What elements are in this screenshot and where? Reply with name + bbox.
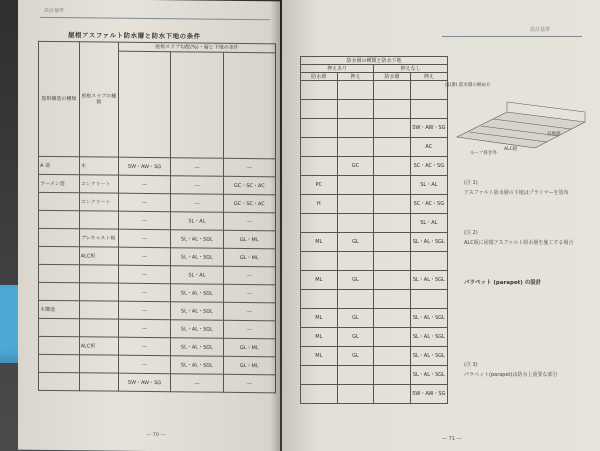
figure-label-1: ルーフ葺き外 [470, 151, 497, 156]
table-cell [410, 290, 447, 309]
table-cell [337, 214, 374, 233]
table-row [301, 366, 448, 385]
left-header-sub-c [223, 52, 275, 159]
right-header-top: 防水層の種類と防水下地 [301, 57, 448, 65]
table-cell [301, 81, 338, 100]
table-cell [374, 309, 410, 328]
table-cell [79, 319, 118, 337]
table-cell [301, 138, 338, 157]
right-conditions-table [300, 56, 448, 404]
table-cell [337, 385, 374, 404]
table-row [301, 290, 448, 309]
figure-label-2: ALC板 [504, 147, 518, 152]
right-header-rule [442, 36, 582, 37]
table-cell: SL・AL [171, 212, 223, 231]
table-cell: GC・SC・AC [223, 176, 275, 195]
table-cell: SW・AW・SG [410, 385, 447, 404]
right-page [282, 0, 600, 451]
left-header-col2: 屋根スラブの種類 [79, 42, 118, 157]
table-cell [39, 318, 80, 336]
left-page [18, 0, 280, 451]
table-cell: H [301, 195, 338, 214]
table-row [301, 138, 448, 157]
table-cell: — [118, 301, 170, 320]
note-3-text: パラペット(parapet)は防水上重要な部分 [464, 372, 558, 378]
table-cell [410, 100, 447, 119]
right-section-tag: 設計基準 [530, 27, 551, 33]
table-cell: ML [301, 233, 338, 252]
table-cell: SL・AL・SGL [171, 356, 223, 375]
table-cell: — [118, 283, 170, 302]
note-2-mark: (注 2) [464, 230, 478, 236]
table-cell [301, 385, 338, 404]
column-header: 押え [410, 73, 447, 81]
table-cell: — [223, 374, 275, 393]
table-cell [374, 100, 410, 119]
table-cell [39, 246, 80, 264]
table-cell [39, 264, 80, 282]
table-cell: SL・AL・SGL [171, 302, 223, 321]
table-cell [410, 252, 447, 271]
table-cell [374, 385, 410, 404]
left-header-sub-b [171, 52, 223, 159]
table-cell [374, 119, 410, 138]
left-header-rule [40, 17, 270, 20]
table-cell [337, 81, 374, 100]
table-cell [374, 138, 410, 157]
table-row [301, 100, 448, 119]
table-cell [301, 366, 338, 385]
table-cell: — [223, 212, 275, 231]
table-cell: SW・AW・SG [118, 157, 170, 176]
table-cell: GL [337, 309, 374, 328]
table-cell [301, 157, 338, 176]
table-row [301, 347, 448, 366]
roof-detail-figure [447, 92, 587, 152]
table-cell: コンクリート [79, 175, 118, 193]
table-cell [39, 372, 80, 390]
table-cell: GL・ML [223, 338, 275, 357]
table-row [301, 176, 448, 195]
table-row [301, 81, 448, 100]
table-cell: GC・SC・AC [223, 194, 275, 213]
table-cell [410, 81, 447, 100]
table-cell [39, 210, 80, 228]
column-header: 防水層 [301, 73, 338, 81]
table-cell [337, 195, 374, 214]
table-cell [39, 228, 80, 246]
table-cell [79, 283, 118, 301]
table-row [301, 233, 448, 252]
table-row [301, 252, 448, 271]
figure-caption: 図(番) 防水層の納め方 [445, 83, 491, 88]
left-conditions-table [38, 41, 276, 393]
table-cell: GL [337, 328, 374, 347]
table-cell: SL・AL・SGL [410, 347, 447, 366]
table-cell [39, 282, 80, 300]
left-page-title: 屋根アスファルト防水層と防水下地の条件 [68, 31, 201, 41]
table-cell: — [118, 247, 170, 266]
table-cell [374, 271, 410, 290]
table-cell: — [223, 284, 275, 303]
table-row [301, 157, 448, 176]
table-cell: — [223, 266, 275, 285]
table-row [301, 271, 448, 290]
table-cell [79, 373, 118, 391]
table-row [301, 195, 448, 214]
figure-label-3: 目地部 [547, 132, 561, 137]
table-cell: SL・AL・SGL [171, 320, 223, 339]
note-1-mark: (注 1) [464, 180, 478, 186]
table-cell [79, 265, 118, 283]
table-cell: — [223, 320, 275, 339]
note-2-text: ALC板に屋根アスファルト防水層を施工する場合 [464, 240, 574, 246]
column-header: 防水層 [374, 73, 410, 81]
table-cell: SL・AL・SGL [171, 284, 223, 303]
table-cell: — [118, 193, 170, 212]
table-cell [374, 366, 410, 385]
table-cell [79, 301, 118, 319]
table-cell [374, 252, 410, 271]
table-cell: GL・ML [223, 230, 275, 249]
table-row [301, 309, 448, 328]
table-cell: — [223, 302, 275, 321]
table-cell: SL・AL [171, 266, 223, 285]
table-cell: GL [337, 271, 374, 290]
table-cell: ラーメン造 [39, 174, 80, 192]
table-cell: 木構造 [39, 300, 80, 318]
table-row [39, 372, 276, 392]
table-cell [79, 211, 118, 229]
table-cell: ALC板 [79, 247, 118, 265]
table-cell: SL・AL・SGL [171, 230, 223, 249]
table-cell: SL・AL・SGL [410, 233, 447, 252]
table-cell [374, 195, 410, 214]
table-cell: SC・AC・SG [410, 195, 447, 214]
table-cell: — [118, 265, 170, 284]
table-cell: — [171, 194, 223, 213]
table-cell: プレキャスト板 [79, 229, 118, 247]
table-cell [301, 290, 338, 309]
table-row [301, 214, 448, 233]
table-row [301, 73, 448, 81]
table-cell [301, 252, 338, 271]
table-cell: ML [301, 271, 338, 290]
table-cell [337, 366, 374, 385]
table-cell [301, 100, 338, 119]
right-header-a: 押えあり [301, 65, 374, 73]
table-cell: ALC板 [79, 337, 118, 355]
table-cell: SL・AL・SGL [410, 328, 447, 347]
note-1-text: アスファルト防水層の下地はプライマーを塗布 [464, 190, 569, 196]
table-cell [374, 214, 410, 233]
table-cell: — [118, 319, 170, 338]
table-cell: ML [301, 309, 338, 328]
table-cell [301, 119, 338, 138]
table-cell [337, 176, 374, 195]
left-header-col1: 屋根構造の種類 [39, 41, 80, 156]
left-header-sub-a [118, 51, 170, 158]
table-cell: GC [337, 157, 374, 176]
table-cell: SW・AW・SG [410, 119, 447, 138]
table-cell [337, 119, 374, 138]
parapet-heading: パラペット (parapet) の設計 [464, 280, 542, 286]
table-row [301, 385, 448, 404]
table-cell: — [171, 374, 223, 393]
table-cell: GL・ML [223, 248, 275, 267]
table-cell: SL・AL・SGL [171, 248, 223, 267]
table-cell: コンクリート [79, 193, 118, 211]
table-cell: GL [337, 347, 374, 366]
table-cell: — [171, 158, 223, 177]
note-3-mark: (注 3) [464, 362, 478, 368]
left-header-top: 屋根スラブ勾配(%)・層と下地の条件 [118, 42, 275, 53]
table-cell: — [223, 158, 275, 177]
table-cell [39, 354, 80, 372]
table-cell [337, 290, 374, 309]
table-cell: — [118, 211, 170, 230]
column-header: 押え [337, 73, 374, 81]
table-cell: SL・AL・SGL [410, 309, 447, 328]
table-cell [374, 347, 410, 366]
table-cell [374, 328, 410, 347]
table-row [301, 328, 448, 347]
table-cell [39, 336, 80, 354]
table-cell: SL・AL・SGL [171, 338, 223, 357]
table-cell [374, 290, 410, 309]
table-cell [374, 81, 410, 100]
table-cell: ML [301, 328, 338, 347]
left-page-number: — 70 — [146, 431, 166, 439]
table-cell: — [118, 175, 170, 194]
table-cell: ML [301, 347, 338, 366]
table-cell [39, 192, 80, 210]
table-cell: SW・AW・SG [118, 373, 170, 392]
table-cell: — [118, 229, 170, 248]
table-cell: — [171, 176, 223, 195]
table-cell: SL・AL・SGL [410, 366, 447, 385]
table-cell: AC [410, 138, 447, 157]
table-cell: GL [337, 233, 374, 252]
table-cell [374, 233, 410, 252]
table-cell: SL・AL [410, 214, 447, 233]
table-cell: SL・AL [410, 176, 447, 195]
table-cell [301, 214, 338, 233]
table-cell: GL・ML [223, 356, 275, 375]
table-cell [337, 138, 374, 157]
table-cell: SL・AL・SGL [410, 271, 447, 290]
table-cell: PC [301, 176, 338, 195]
table-row [301, 119, 448, 138]
table-cell [374, 176, 410, 195]
right-header-b: 押えなし [374, 65, 448, 73]
table-cell [337, 100, 374, 119]
table-cell: SC・AC・SG [410, 157, 447, 176]
table-cell [374, 157, 410, 176]
table-cell: — [118, 355, 170, 374]
left-section-tag: 設計基準 [44, 7, 65, 15]
table-cell [79, 355, 118, 373]
table-cell: 木 [79, 157, 118, 175]
right-page-number: — 71 — [442, 436, 462, 442]
table-cell: A 造 [39, 156, 80, 174]
table-cell: — [118, 337, 170, 356]
table-cell [337, 252, 374, 271]
